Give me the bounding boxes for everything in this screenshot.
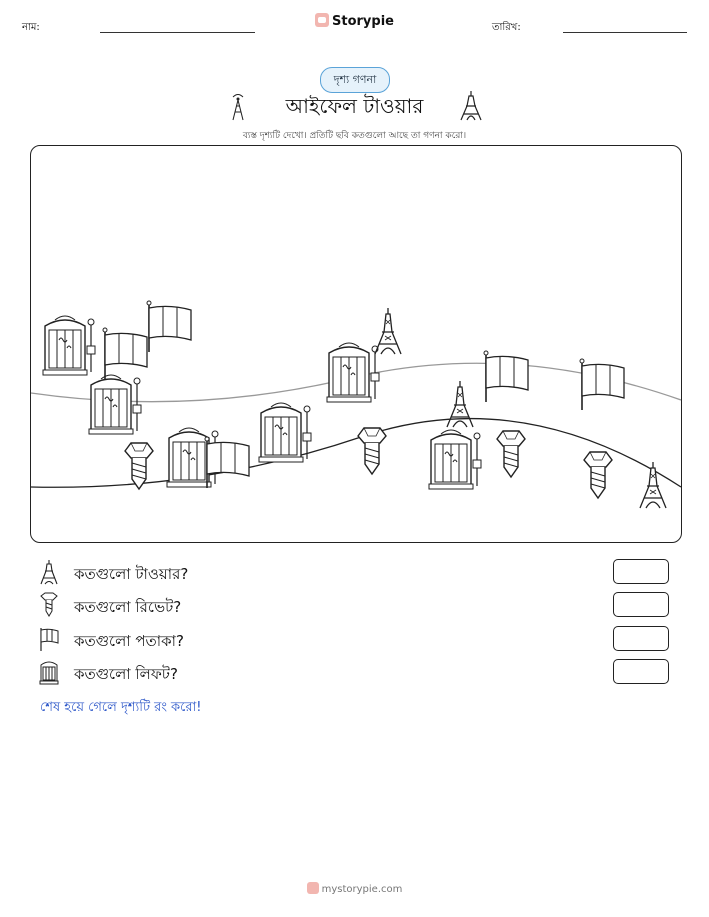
page-title: আইফেল টাওয়ার (285, 94, 424, 118)
brand-name: Storypie (332, 14, 394, 29)
question-row (36, 659, 676, 689)
scene-flag (205, 437, 249, 488)
coloring-note: শেষ হয়ে গেলে দৃশ্যটি রং করো! (40, 700, 202, 715)
storypie-logo-icon (315, 13, 329, 27)
question-text: কতগুলো টাওয়ার? (74, 565, 189, 583)
answer-box-rivets[interactable] (613, 592, 669, 617)
rivet-icon (36, 592, 62, 618)
scene-lift (429, 430, 481, 489)
answer-box-towers[interactable] (613, 559, 669, 584)
counting-scene (30, 145, 682, 543)
name-field-line[interactable] (100, 32, 255, 33)
flag-icon (36, 626, 62, 652)
date-label: তারিখ: (492, 22, 521, 33)
answer-box-flags[interactable] (613, 626, 669, 651)
question-text: কতগুলো রিভেট? (74, 598, 182, 616)
scene-tower (447, 381, 473, 427)
scene-tower (640, 462, 666, 508)
brand (0, 13, 709, 29)
scene-lift (43, 316, 95, 375)
answer-box-lifts[interactable] (613, 659, 669, 684)
scene-lift (327, 343, 379, 402)
scene-rivet (358, 428, 386, 474)
scene-lift (89, 375, 141, 434)
question-text: কতগুলো পতাকা? (74, 632, 184, 650)
scene-flag (580, 359, 624, 410)
question-text: কতগুলো লিফট? (74, 665, 178, 683)
eiffel-tower-icon (36, 559, 62, 585)
footer-url[interactable]: mystorypie.com (321, 884, 403, 895)
question-row (36, 626, 676, 656)
scene-flag (147, 301, 191, 352)
scene-lift (259, 403, 311, 462)
category-badge: দৃশ্য গণনা (320, 67, 390, 93)
scene-rivet (497, 431, 525, 477)
question-row (36, 592, 676, 622)
scene-flag (103, 328, 147, 379)
storypie-logo-icon (307, 882, 319, 894)
footer (0, 882, 709, 895)
instructions: ব্যস্ত দৃশ্যটি দেখো। প্রতিটি ছবি কতগুলো আছে তা গণনা করো। (242, 131, 467, 141)
question-row (36, 559, 676, 589)
scene-flag (484, 351, 528, 402)
scene-rivet (584, 452, 612, 498)
scene-tower (375, 308, 401, 354)
name-label: নাম: (22, 22, 40, 33)
lift-icon (36, 659, 62, 685)
eiffel-tower-title-icon (458, 90, 484, 122)
date-field-line[interactable] (563, 32, 687, 33)
